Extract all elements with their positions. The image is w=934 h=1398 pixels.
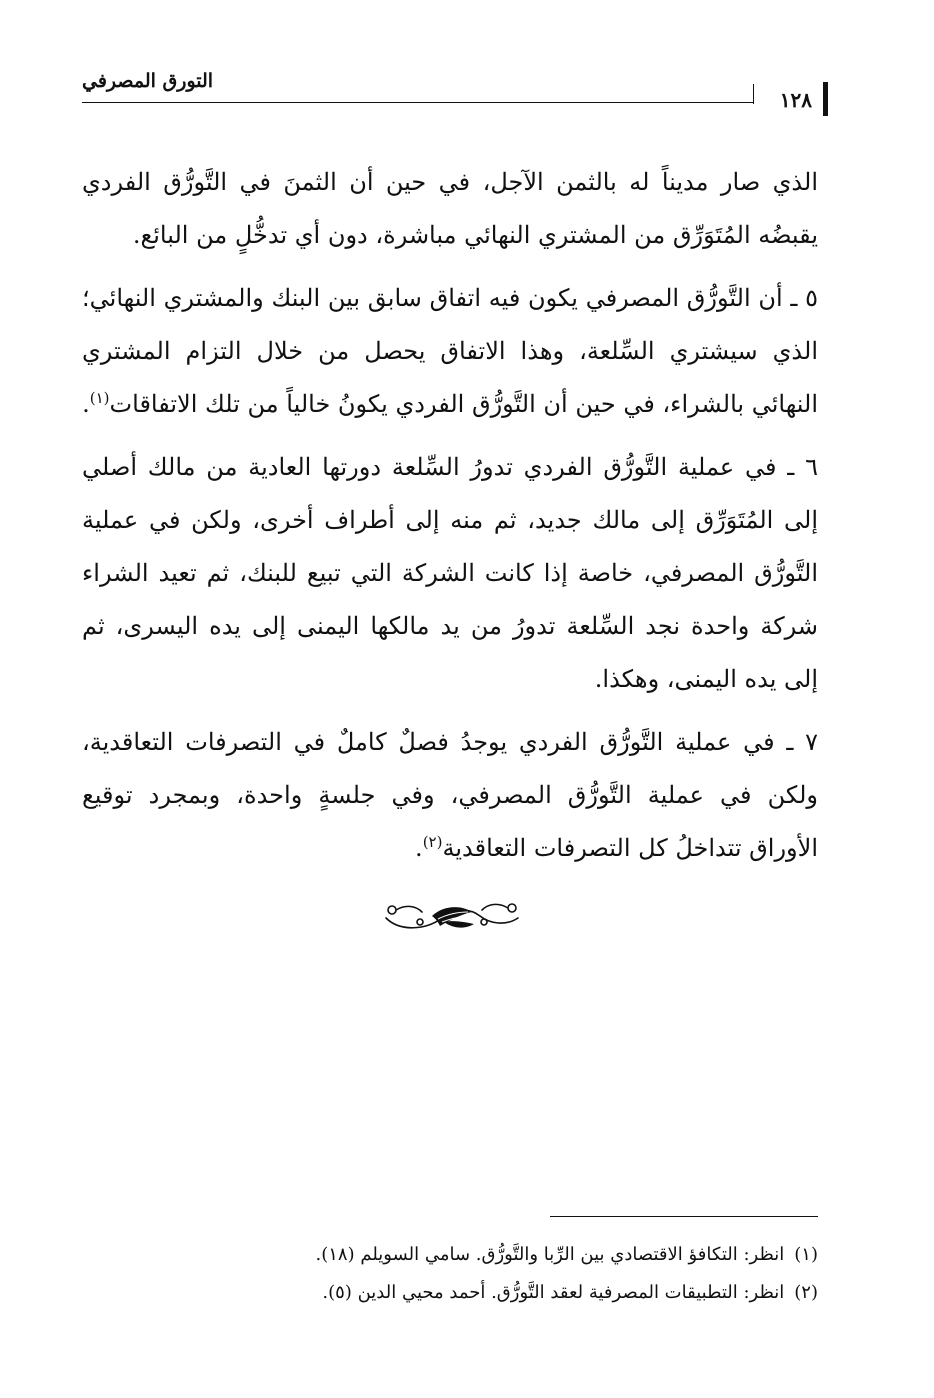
paragraph-point-5-text: ٥ ـ أن التَّورُّق المصرفي يكون فيه اتفاق سابق بين البنك والمشتري النهائي؛ الذي سيشتري السِّلعة، وهذا الاتفاق يحصل من خلال التزام المشتري النهائي بالشراء، في حين أن التَّورُّق الفردي يكونُ خالياً من تلك الاتفاقات [82, 284, 818, 418]
footnote-ref-2[interactable]: (٢) [422, 833, 443, 851]
footnote-2 [200, 1274, 818, 1312]
paragraph-point-6: ٦ ـ في عملية التَّورُّق الفردي تدورُ السِّلعة دورتها العادية من مالك أصلي إلى المُتَوَرِّق إلى مالك جديد، ثم منه إلى أطراف أخرى، ولكن في عملية التَّورُّق المصرفي، خاصة إذا كانت الشركة التي تبيع للبنك، ثم تعيد الشراء شركة واحدة نجد السِّلعة تدورُ من يد مالكها اليمنى إلى يده اليسرى، ثم إلى يده اليمنى، وهكذا. [82, 453, 818, 693]
footnote-1 [200, 1236, 818, 1274]
body-text [82, 156, 818, 885]
paragraph-point-7-end: . [415, 834, 423, 862]
header-rule [82, 102, 754, 103]
footnote-2-number: (٢) [794, 1282, 818, 1303]
running-header [82, 66, 834, 112]
header-bar [823, 82, 828, 116]
paragraph-point-7-text: ٧ ـ في عملية التَّورُّق الفردي يوجدُ فصلٌ كاملٌ في التصرفات التعاقدية، ولكن في عملية التَّورُّق المصرفي، وفي جلسةٍ واحدة، وبمجرد توقيع الأوراق تتداخلُ كل التصرفات التعاقدية [82, 728, 818, 862]
footnote-1-text: انظر: التكافؤ الاقتصادي بين الرِّبا والتَّورُّق. سامي السويلم (١٨). [315, 1244, 785, 1265]
header-tick [753, 84, 754, 104]
floral-divider-icon [380, 892, 524, 940]
page-title: التورق المصرفي [82, 70, 214, 92]
page-number: ١٢٨ [779, 88, 812, 112]
footnote-separator [550, 1216, 818, 1217]
paragraph-point-5 [82, 272, 818, 431]
footnote-1-number: (١) [794, 1244, 818, 1265]
paragraph-point-5-end: . [82, 390, 90, 418]
paragraph-point-7 [82, 716, 818, 875]
footnote-2-text: انظر: التطبيقات المصرفية لعقد التَّورُّق. أحمد محيي الدين (٥). [322, 1282, 785, 1303]
paragraph-continued: الذي صار مديناً له بالثمن الآجل، في حين أن الثمنَ في التَّورُّق الفردي يقبضُه المُتَوَرِّق من المشتري النهائي مباشرة، دون أي تدخُّلٍ من البائع. [82, 168, 818, 249]
footnotes [200, 1236, 818, 1312]
footnote-ref-1[interactable]: (١) [89, 389, 110, 407]
